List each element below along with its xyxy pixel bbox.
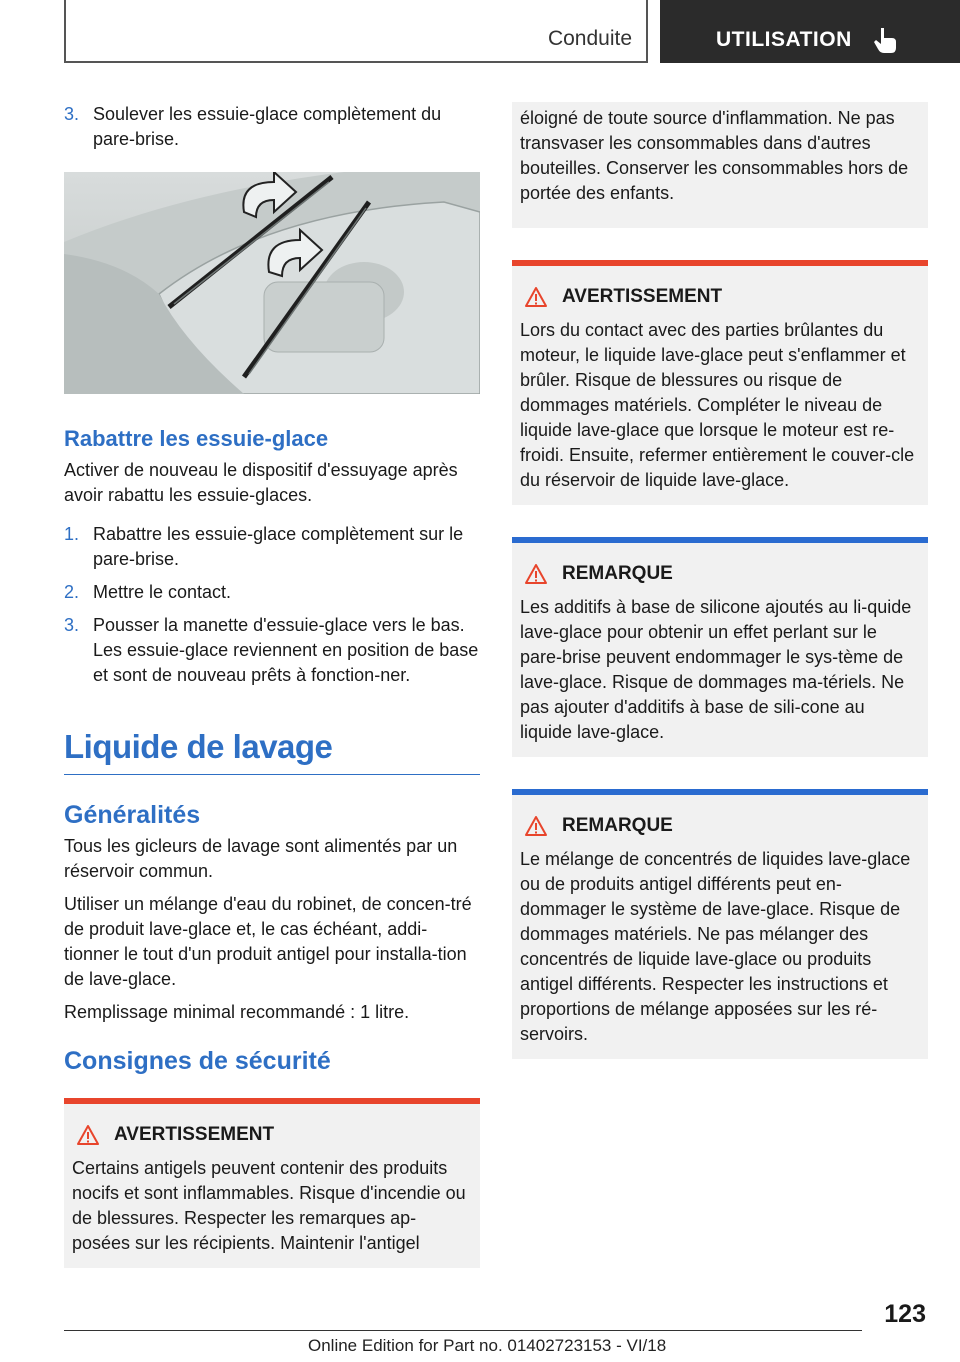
left-column xyxy=(64,102,480,1268)
step-number: 3. xyxy=(64,615,80,635)
header-chapter-label: UTILISATION xyxy=(716,27,852,51)
note-title xyxy=(520,563,920,585)
list-item xyxy=(64,102,480,152)
header-section-label: Conduite xyxy=(547,27,632,50)
note-box xyxy=(512,537,928,757)
warning-triangle-icon xyxy=(76,1124,100,1146)
list-item xyxy=(64,613,480,688)
right-column xyxy=(512,102,928,1059)
step-text: Soulever les essuie-glace complètement du pare-brise. xyxy=(93,104,442,149)
step-number: 1. xyxy=(64,524,80,544)
warning-box xyxy=(512,260,928,505)
note-text: Le mélange de concentrés de liquides lave-glace ou de produits antigel différents peut en-dommager le système de lave-glace. Risque de dommages matériels. Ne pas mélanger des concentrés de liquide lave-glace ou produits antigel différents. Respecter les instructions et proportions de mélange apposées sur les ré-servoirs. xyxy=(520,849,911,1044)
header-section-tab xyxy=(64,0,648,63)
warning-triangle-icon xyxy=(524,286,548,308)
warning-text: Lors du contact avec des parties brûlantes du moteur, le liquide lave-glace peut s'enflammer et brûler. Risque de blessures ou risque de dommages matériels. Compléter le niveau de liquide lave-glace que lorsque le moteur est re-froidi. Ensuite, refermer entièrement le couver-cle du réservoir de liquide lave-glace. xyxy=(520,320,915,490)
warning-title-text: AVERTISSEMENT xyxy=(114,1124,275,1145)
warning-title xyxy=(72,1124,472,1146)
footer-edition: Online Edition for Part no. 01402723153 - VI/18 xyxy=(308,1336,667,1355)
note-title xyxy=(520,815,920,837)
step-text: Rabattre les essuie-glace complètement sur le pare-brise. xyxy=(93,524,464,569)
warning-title xyxy=(520,286,920,308)
paragraph: Remplissage minimal recommandé : 1 litre. xyxy=(64,1002,410,1022)
note-title-text: REMARQUE xyxy=(562,815,673,836)
step-text: Pousser la manette d'essuie-glace vers le bas. Les essuie-glace reviennent en position de base et sont de nouveau prêts à fonction-ner. xyxy=(93,615,479,685)
step-number: 3. xyxy=(64,104,80,124)
warning-triangle-icon xyxy=(524,815,548,837)
paragraph: Activer de nouveau le dispositif d'essuyage après avoir rabattu les essuie-glaces. xyxy=(64,460,458,505)
pointing-hand-icon xyxy=(872,26,898,54)
note-text: Les additifs à base de silicone ajoutés au li-quide lave-glace pour obtenir un effet perlant sur le pare-brise peuvent endommager le sys-tème de lave-glace. Risque de dommages ma-tériels. Ne pas ajouter d'additifs à base de sili-cone au liquide lave-glace. xyxy=(520,597,912,742)
footer-divider xyxy=(64,1330,862,1331)
warning-box xyxy=(64,1098,480,1268)
subsection-heading: Rabattre les essuie-glace xyxy=(64,426,329,451)
note-title-text: REMARQUE xyxy=(562,563,673,584)
warning-title-text: AVERTISSEMENT xyxy=(562,286,723,307)
subsection-heading: Généralités xyxy=(64,801,201,829)
paragraph: Utiliser un mélange d'eau du robinet, de concen-tré de produit lave-glace et, le cas échéant, addi-tionner le tout d'un produit antigel pour installa-tion de lave-glace. xyxy=(64,894,472,989)
windscreen-wipers-lifted-illustration xyxy=(64,172,480,394)
step-text: Mettre le contact. xyxy=(93,582,232,602)
warning-text: Certains antigels peuvent contenir des produits nocifs et sont inflammables. Risque d'incendie ou de blessures. Respecter les remarques ap-posées sur les récipients. Maintenir l'antigel xyxy=(72,1158,466,1253)
list-item xyxy=(64,522,480,572)
subsection-heading: Consignes de sécurité xyxy=(64,1047,331,1075)
header-chapter-tab xyxy=(660,0,960,63)
list-item xyxy=(64,580,480,605)
step-number: 2. xyxy=(64,582,80,602)
page-number: 123 xyxy=(884,1300,926,1328)
paragraph: Tous les gicleurs de lavage sont alimentés par un réservoir commun. xyxy=(64,836,458,881)
warning-box-continued xyxy=(512,102,928,228)
note-box xyxy=(512,789,928,1059)
section-title: Liquide de lavage xyxy=(64,728,480,775)
warning-text: éloigné de toute source d'inflammation. Ne pas transvaser les consommables dans d'autres bouteilles. Conserver les consommables hors de portée des enfants. xyxy=(520,108,909,203)
warning-triangle-icon xyxy=(524,563,548,585)
